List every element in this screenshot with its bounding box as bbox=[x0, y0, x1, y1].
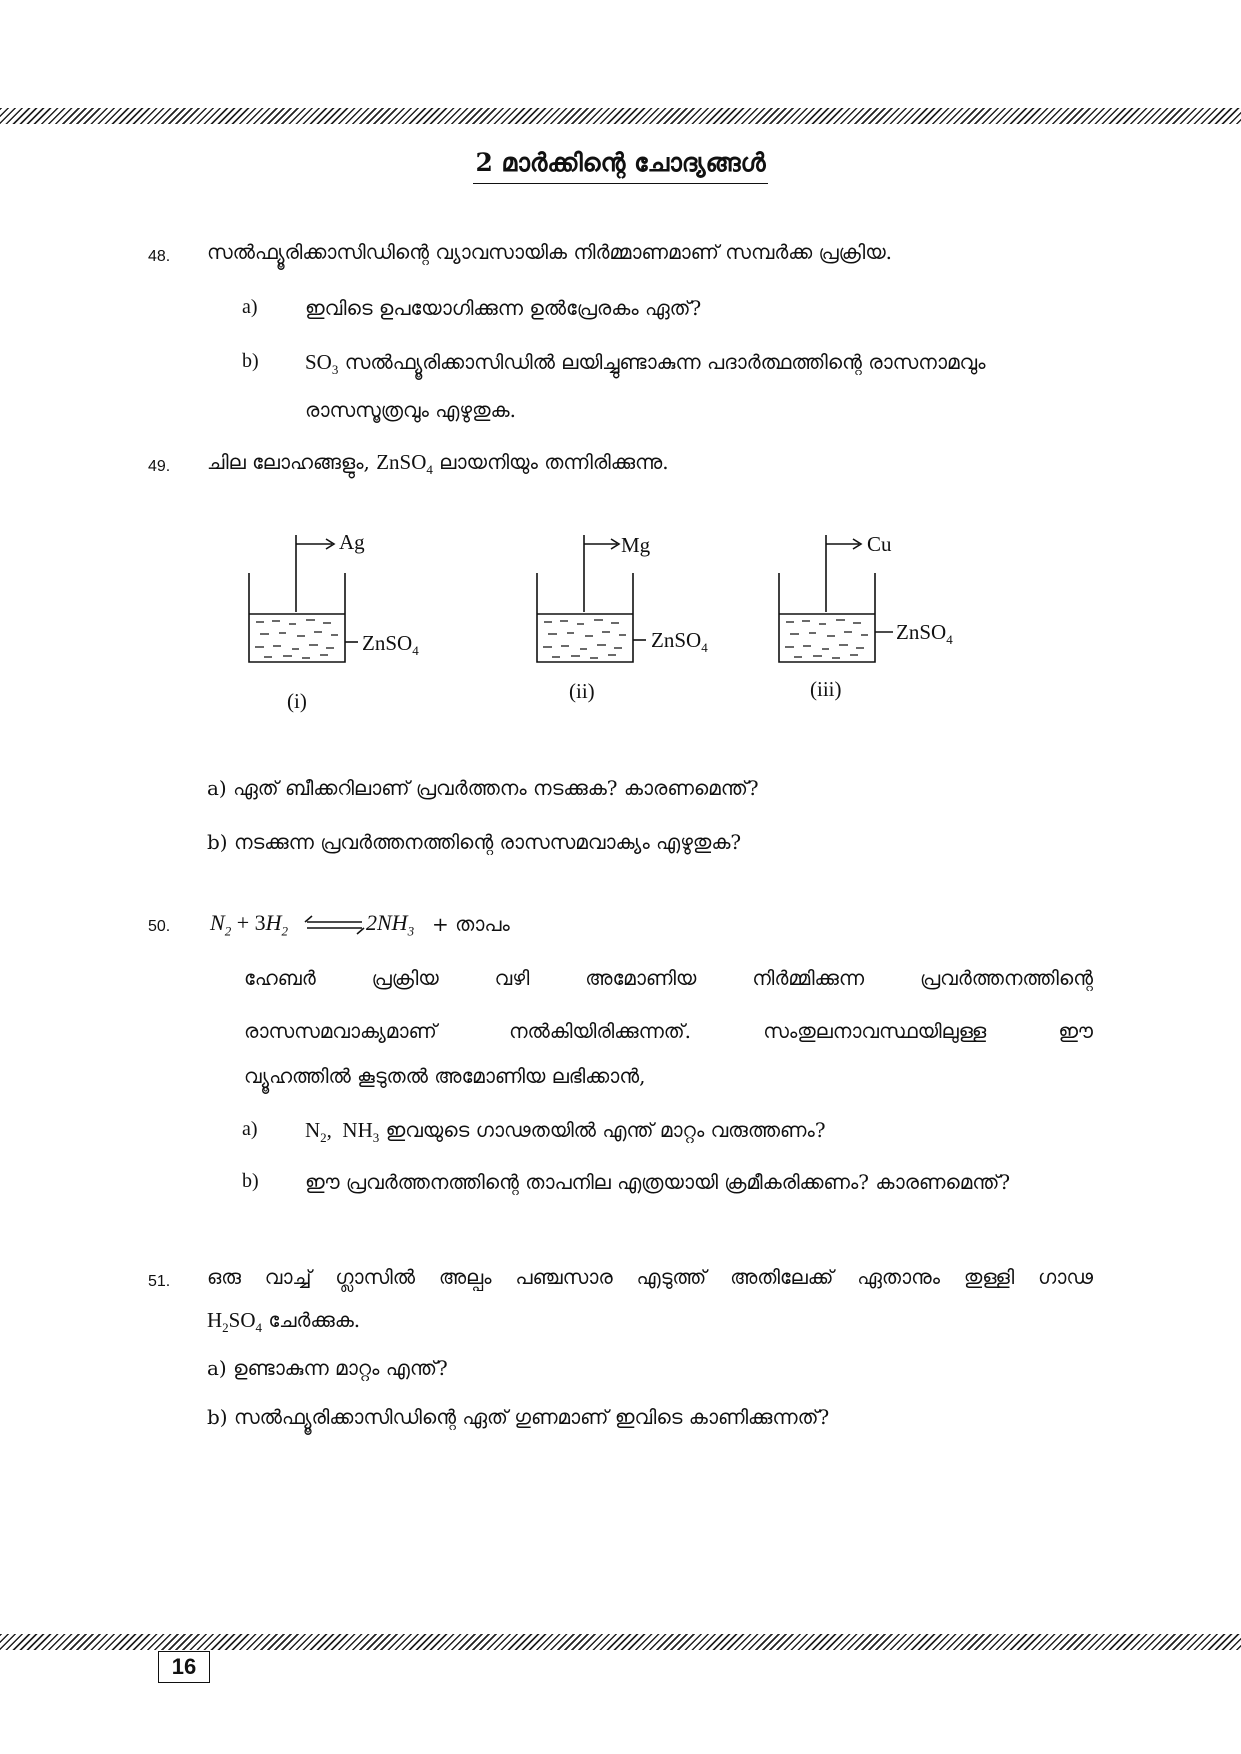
beaker-1-caption: (i) bbox=[287, 689, 307, 713]
q50-b-label: b) bbox=[242, 1170, 259, 1192]
znso4-formula: ZnSO$_4$ bbox=[376, 450, 433, 478]
q51-text-line1: ഒരു വാച്ച് ഗ്ലാസിൽ അല്പം പഞ്ചസാര എടുത്ത് അതിലേക്ക് ഏതാനും തുള്ളി ഗാഢ bbox=[207, 1265, 1093, 1289]
q48-b-label: b) bbox=[242, 350, 259, 372]
q51-a: a) ഉണ്ടാകുന്ന മാറ്റം എന്ത്? bbox=[207, 1356, 448, 1380]
h2so4-formula: $H_2SO_4$ bbox=[207, 1308, 263, 1336]
top-hatch-border bbox=[0, 108, 1241, 124]
beaker-1-arrowhead bbox=[326, 539, 334, 549]
beaker-3-liquid-dashes bbox=[785, 620, 868, 658]
q48-b-line2: രാസസൂത്രവും എഴുതുക. bbox=[305, 398, 516, 422]
section-heading: 2 മാർക്കിന്റെ ചോദ്യങ്ങൾ bbox=[0, 148, 1241, 178]
q51-b: b) സൽഫ്യൂരിക്കാസിഡിന്റെ ഏത് ഗുണമാണ് ഇവിടെ കാണിക്കുന്നത്? bbox=[207, 1405, 830, 1429]
q50-paragraph-line2: രാസസമവാക്യമാണ് നൽകിയിരിക്കുന്നത്. സംതുലനാവസ്ഥയിലുള്ള ഈ bbox=[244, 1019, 1093, 1043]
q48-a-text: ഇവിടെ ഉപയോഗിക്കുന്ന ഉൽപ്രേരകം ഏത്? bbox=[305, 296, 702, 320]
q50-equation-heat: + താപം bbox=[432, 912, 510, 936]
q50-number: 50. bbox=[148, 918, 171, 935]
beaker-2-arrowhead bbox=[611, 539, 619, 549]
page-number: 16 bbox=[158, 1651, 210, 1683]
beaker-1-solution-label: ZnSO$_4$ bbox=[362, 631, 419, 658]
q51-text-line2: $H_2SO_4$ ചേർക്കുക. bbox=[207, 1308, 361, 1336]
q48-b-line1: $SO_3$ സൽഫ്യൂരിക്കാസിഡിൽ ലയിച്ചുണ്ടാകുന്ന പദാർത്ഥത്തിന്റെ രാസനാമവും bbox=[305, 350, 986, 378]
q50-paragraph-line1: ഹേബർ പ്രക്രിയ വഴി അമോണിയ നിർമ്മിക്കുന്ന പ്രവർത്തനത്തിന്റെ bbox=[244, 966, 1093, 990]
beaker-2-metal-label: Mg bbox=[621, 533, 651, 557]
q48-number: 48. bbox=[148, 248, 171, 265]
bottom-hatch-border bbox=[0, 1634, 1241, 1650]
q50-a-text: $N_2$, $NH_3$ ഇവയുടെ ഗാഢതയിൽ എന്ത് മാറ്റം വരുത്തണം? bbox=[305, 1118, 826, 1146]
q50-b-text: ഈ പ്രവർത്തനത്തിന്റെ താപനില എത്രയായി ക്രമീകരിക്കണം? കാരണമെന്ത്? bbox=[305, 1170, 1011, 1194]
q48-text: സൽഫ്യൂരിക്കാസിഡിന്റെ വ്യാവസായിക നിർമ്മാണമാണ് സമ്പർക്ക പ്രക്രിയ. bbox=[207, 240, 893, 264]
beaker-3-outline bbox=[779, 573, 875, 662]
q48-a-label: a) bbox=[242, 296, 258, 318]
q49-text: ചില ലോഹങ്ങളും, ZnSO$_4$ ലായനിയും തന്നിരിക്കുന്നു. bbox=[207, 450, 669, 478]
beaker-2-solution-label: ZnSO$_4$ bbox=[651, 628, 708, 655]
beaker-2-caption: (ii) bbox=[569, 679, 595, 703]
beaker-1-metal-label: Ag bbox=[339, 530, 365, 554]
q50-paragraph-line3: വ്യൂഹത്തിൽ കൂടുതൽ അമോണിയ ലഭിക്കാൻ, bbox=[244, 1064, 646, 1088]
q49-b: b) നടക്കുന്ന പ്രവർത്തനത്തിന്റെ രാസസമവാക്യം എഴുതുക? bbox=[207, 830, 742, 854]
q50-equation-products: $2NH_3$ bbox=[366, 910, 415, 939]
q49-number: 49. bbox=[148, 458, 171, 475]
q49-a: a) ഏത് ബീക്കറിലാണ് പ്രവർത്തനം നടക്കുക? കാരണമെന്ത്? bbox=[207, 776, 759, 800]
beaker-3-metal-label: Cu bbox=[867, 532, 892, 556]
beaker-3-solution-label: ZnSO$_4$ bbox=[896, 620, 953, 647]
so3-formula: $SO_3$ bbox=[305, 350, 339, 378]
equilibrium-arrow bbox=[305, 916, 364, 934]
beaker-1-outline bbox=[249, 573, 345, 662]
q50-equation-reactants: $N_2 + 3H_2$ bbox=[210, 910, 288, 939]
q51-number: 51. bbox=[148, 1273, 171, 1290]
beaker-2-outline bbox=[537, 573, 633, 662]
q50-a-label: a) bbox=[242, 1118, 258, 1140]
beaker-3-caption: (iii) bbox=[810, 677, 842, 701]
beaker-1-liquid-dashes bbox=[255, 620, 338, 658]
beaker-2-liquid-dashes bbox=[543, 620, 626, 658]
beaker-3-arrowhead bbox=[853, 539, 861, 549]
